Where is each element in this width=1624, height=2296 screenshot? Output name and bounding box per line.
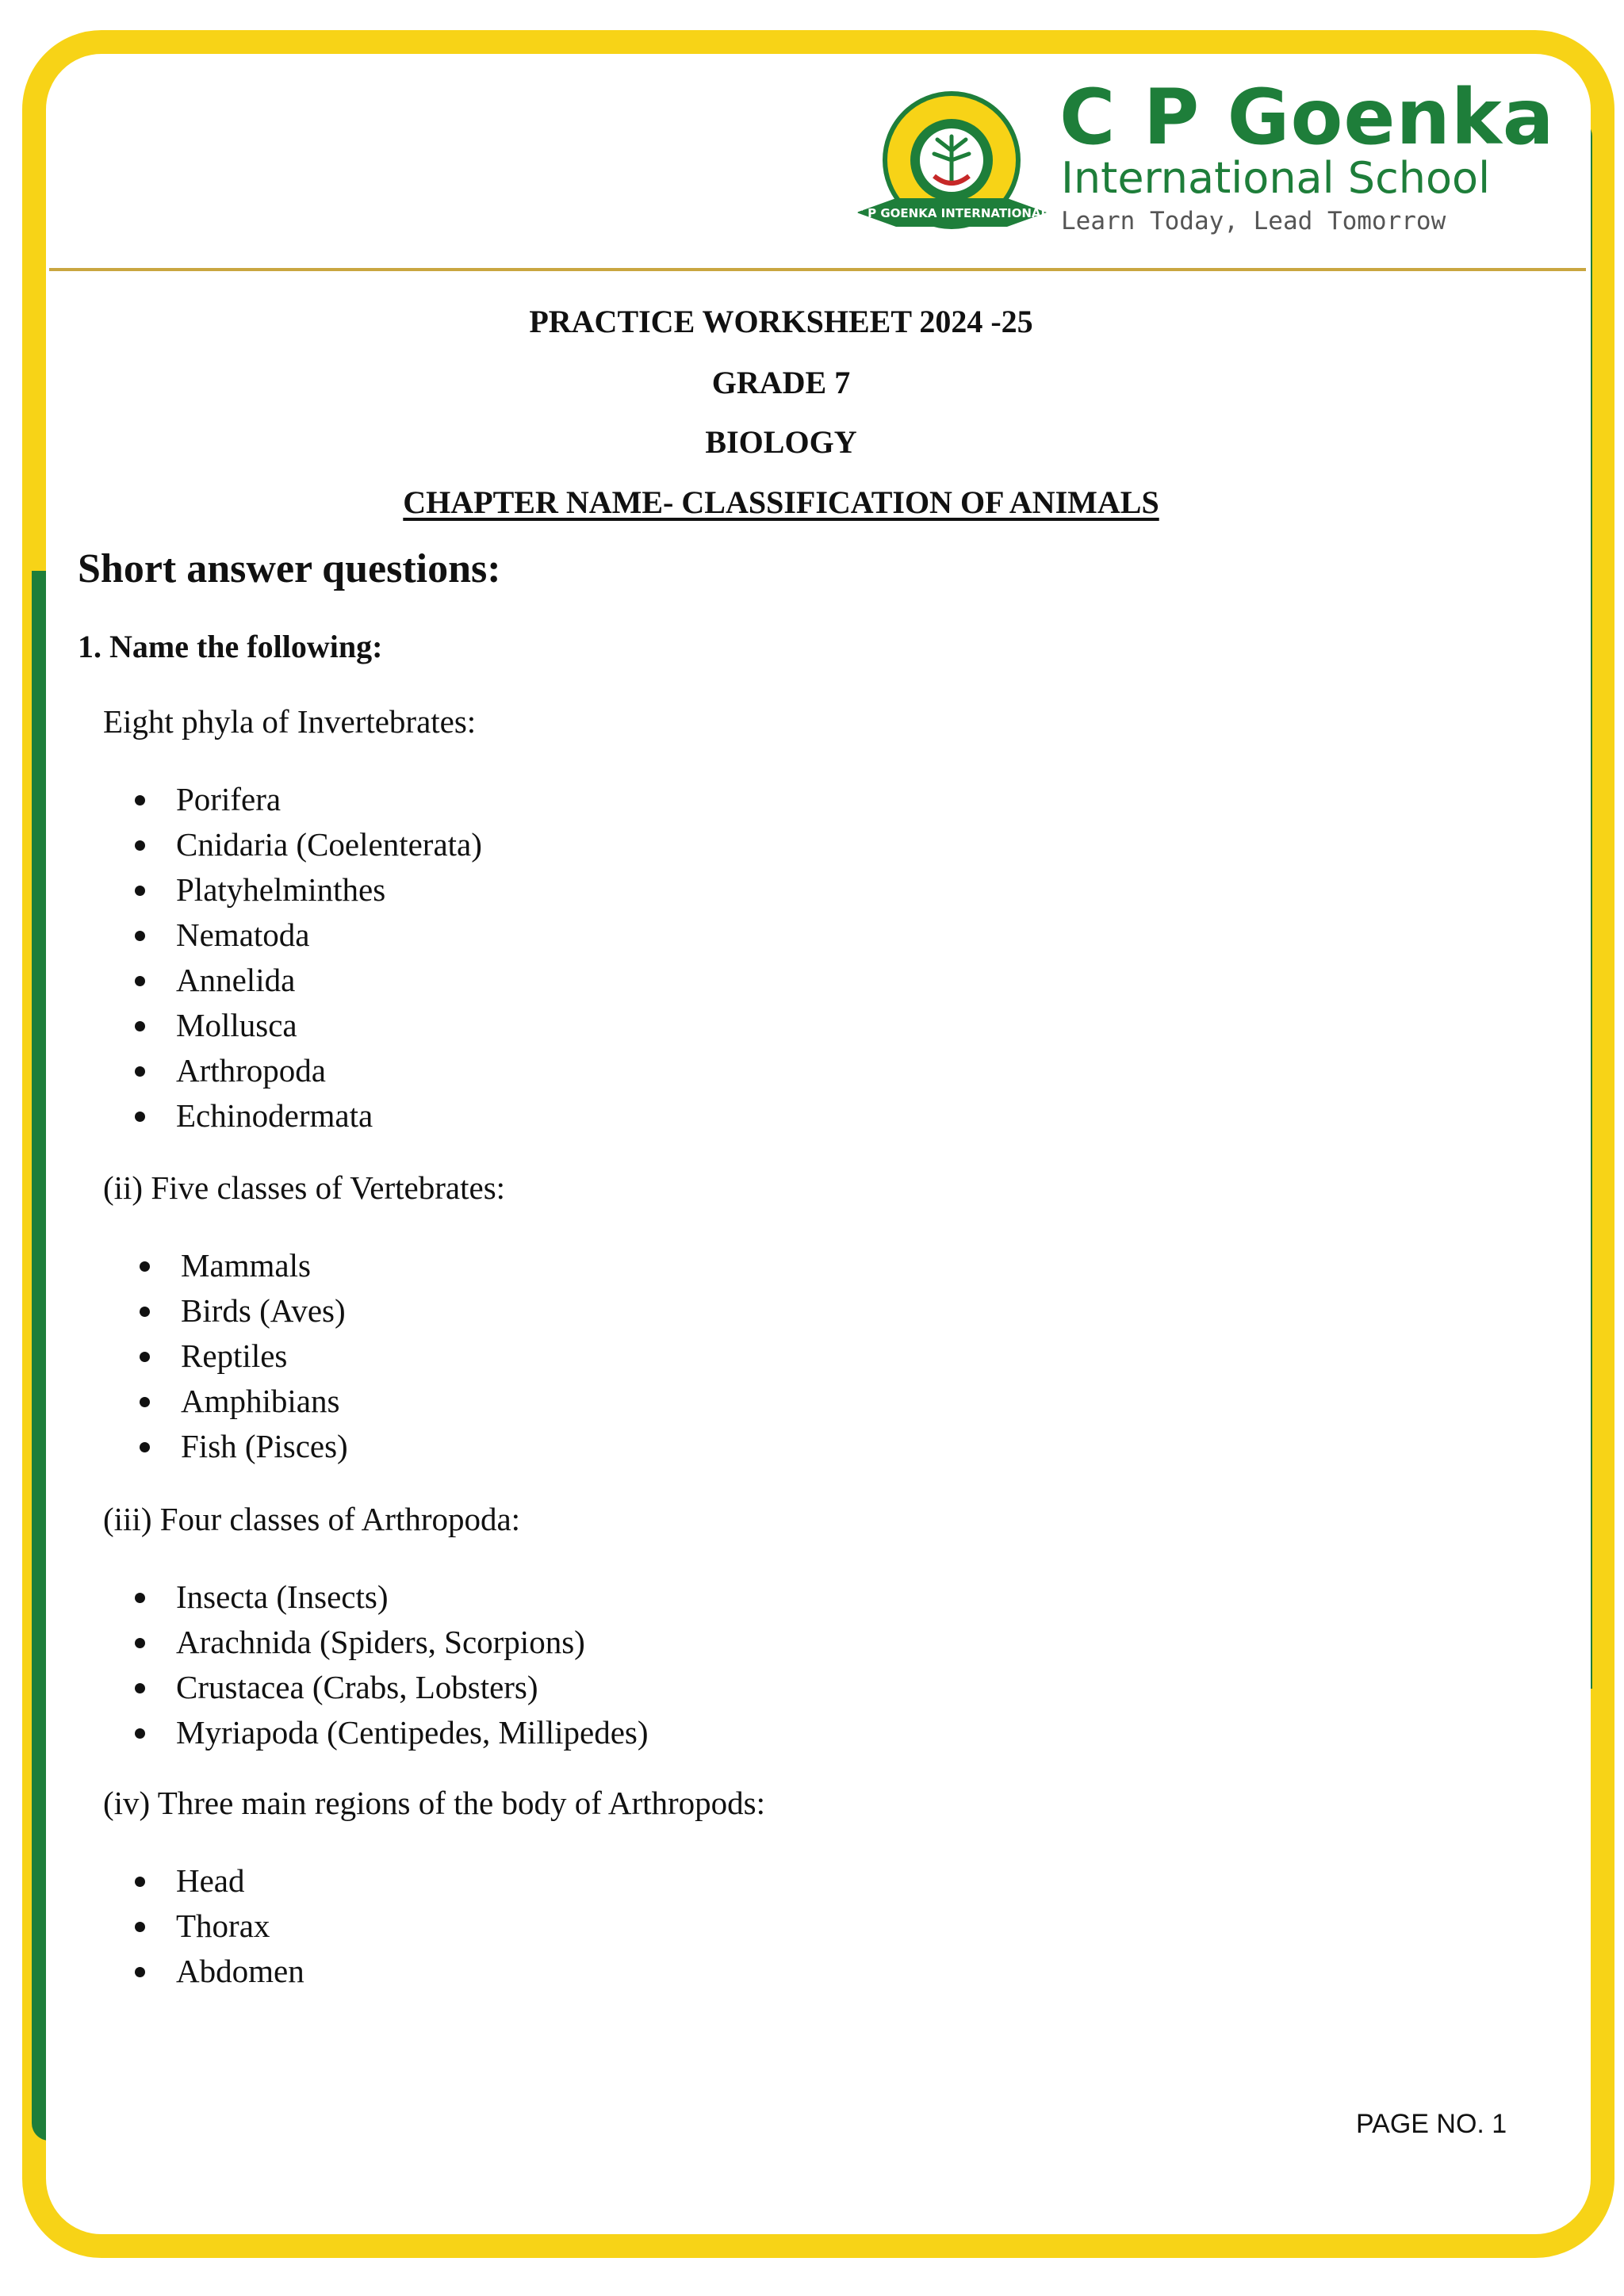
bullet-icon [135, 1877, 145, 1887]
list-item: Head [176, 1858, 304, 1904]
arthropoda-classes-list [176, 1575, 649, 1755]
list-item: Thorax [176, 1904, 304, 1949]
bullet-icon [135, 931, 145, 941]
bullet-icon [135, 1021, 145, 1031]
group-heading-body-regions: (iv) Three main regions of the body of Arthropods: [103, 1785, 766, 1821]
header-divider [49, 268, 1586, 271]
list-item: Annelida [176, 958, 482, 1003]
bullet-icon [135, 1967, 145, 1977]
list-item: Insecta (Insects) [176, 1575, 649, 1620]
school-emblem-logo [848, 87, 1055, 246]
school-name: C P Goenka [1059, 73, 1555, 162]
list-item: Myriapoda (Centipedes, Millipedes) [176, 1710, 649, 1755]
bullet-icon [135, 1683, 145, 1693]
bullet-icon [135, 1066, 145, 1077]
bullet-icon [140, 1352, 150, 1362]
list-item: Mollusca [176, 1003, 482, 1048]
bullet-icon [135, 1922, 145, 1932]
list-item: Platyhelminthes [176, 867, 482, 913]
bullet-icon [135, 886, 145, 896]
list-item: Crustacea (Crabs, Lobsters) [176, 1665, 649, 1710]
emblem-ribbon-text: C P GOENKA INTERNATIONAL [854, 206, 1049, 220]
bullet-icon [140, 1261, 150, 1272]
page-number: PAGE NO. 1 [1356, 2109, 1507, 2139]
school-tagline: Learn Today, Lead Tomorrow [1061, 207, 1446, 235]
section-heading: Short answer questions: [78, 546, 501, 591]
list-item: Amphibians [181, 1379, 348, 1424]
bullet-icon [140, 1397, 150, 1407]
bullet-icon [135, 795, 145, 806]
list-item: Reptiles [181, 1334, 348, 1379]
worksheet-title: PRACTICE WORKSHEET 2024 -25 [529, 304, 1033, 339]
list-item: Nematoda [176, 913, 482, 958]
bullet-icon [135, 840, 145, 851]
school-subtitle: International School [1061, 153, 1491, 203]
list-item: Arachnida (Spiders, Scorpions) [176, 1620, 649, 1665]
invertebrate-phyla-list [176, 777, 482, 1138]
list-item: Echinodermata [176, 1093, 482, 1138]
group-heading-arthropoda-classes: (iii) Four classes of Arthropoda: [103, 1501, 521, 1537]
list-item: Mammals [181, 1243, 348, 1288]
question-1: 1. Name the following: [78, 629, 383, 664]
group-heading-vertebrates: (ii) Five classes of Vertebrates: [103, 1169, 506, 1206]
bullet-icon [135, 1728, 145, 1739]
list-item: Birds (Aves) [181, 1288, 348, 1334]
list-item: Fish (Pisces) [181, 1424, 348, 1469]
list-item: Arthropoda [176, 1048, 482, 1093]
list-item: Porifera [176, 777, 482, 822]
bullet-icon [140, 1442, 150, 1452]
group-heading-invertebrates: Eight phyla of Invertebrates: [103, 703, 477, 740]
body-regions-list [176, 1858, 304, 1994]
bullet-icon [135, 1638, 145, 1648]
chapter-title: CHAPTER NAME- CLASSIFICATION OF ANIMALS [403, 484, 1159, 520]
bullet-icon [135, 1593, 145, 1603]
vertebrate-classes-list [181, 1243, 348, 1469]
list-item: Cnidaria (Coelenterata) [176, 822, 482, 867]
subject-title: BIOLOGY [705, 424, 857, 460]
bullet-icon [135, 1112, 145, 1122]
bullet-icon [135, 976, 145, 986]
bullet-icon [140, 1307, 150, 1317]
list-item: Abdomen [176, 1949, 304, 1994]
grade-title: GRADE 7 [711, 365, 851, 400]
